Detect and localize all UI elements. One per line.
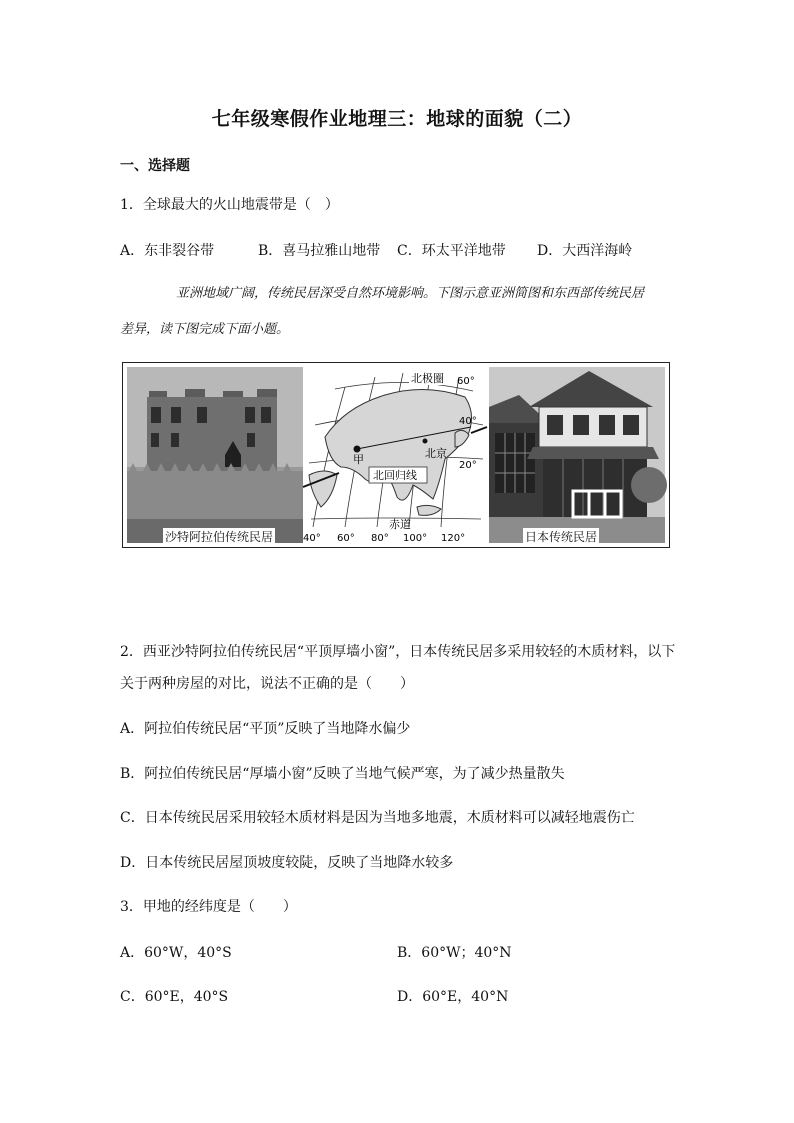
japan-dwelling-photo [489,367,665,543]
passage-line-2: 差异，读下图完成下面小题。 [120,322,290,337]
q2-option-d: D．日本传统民居屋顶坡度较陡，反映了当地降水较多 [120,855,454,871]
q3-option-b: B．60°W；40°N [397,945,512,961]
lat-40-label: 40° [459,416,477,427]
equator-label: 赤道 [389,518,411,531]
lat-20-label: 20° [459,460,477,471]
lon-80-label: 80° [371,533,389,544]
arctic-circle-label: 北极圈 [411,372,444,385]
beijing-marker [423,439,428,444]
figure-panel [122,362,670,548]
q1-option-a: A．东非裂谷带 [120,243,215,259]
page-title: 七年级寒假作业地理三：地球的面貌（二） [211,108,583,130]
asia-map [305,367,487,543]
lon-120-label: 120° [441,533,466,544]
lon-100-label: 100° [403,533,428,544]
q2-option-b: B．阿拉伯传统民居“厚墙小窗”反映了当地气候严寒，为了减少热量散失 [120,766,565,782]
q2-stem-line-1: 2．西亚沙特阿拉伯传统民居“平顶厚墙小窗”，日本传统民居多采用较轻的木质材料，以下 [120,644,676,660]
q2-option-a: A．阿拉伯传统民居“平顶”反映了当地降水偏少 [120,721,411,737]
passage-line-1: 亚洲地域广阔，传统民居深受自然环境影响。下图示意亚洲简图和东西部传统民居 [176,286,645,301]
q2-stem-line-2: 关于两种房屋的对比，说法不正确的是（ ） [120,676,414,692]
q3-option-a: A．60°W，40°S [120,945,232,961]
left-photo-caption: 沙特阿拉伯传统民居 [165,530,274,544]
q1-option-b: B．喜马拉雅山地带 [258,243,381,259]
lat-60-label: 60° [457,376,475,387]
q1-stem: 1．全球最大的火山地震带是（ ） [120,197,339,213]
right-photo-caption: 日本传统民居 [525,530,598,544]
q3-stem: 3．甲地的经纬度是（ ） [120,899,297,915]
q1-option-d: D．大西洋海岭 [537,243,633,259]
q3-option-d: D．60°E，40°N [397,989,509,1005]
q2-option-c: C．日本传统民居采用较轻木质材料是因为当地多地震，木质材料可以减轻地震伤亡 [120,810,635,826]
jia-label: 甲 [353,453,364,466]
lon-40-label: 40° [303,533,321,544]
beijing-label: 北京 [425,447,447,460]
saudi-dwelling-photo [127,367,303,543]
q1-option-c: C．环太平洋地带 [397,243,506,259]
lon-60-label: 60° [337,533,355,544]
q3-option-c: C．60°E，40°S [120,989,229,1005]
section-heading: 一、选择题 [120,158,190,174]
tropic-label: 北回归线 [373,469,417,482]
